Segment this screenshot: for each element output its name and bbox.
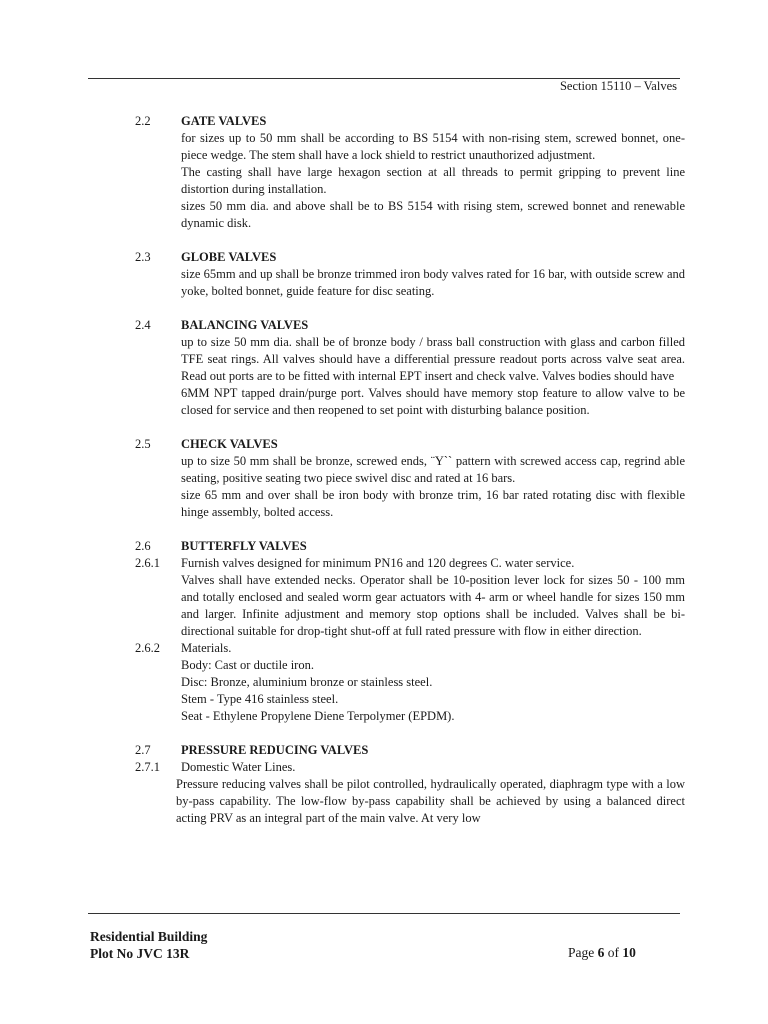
paragraph: Domestic Water Lines. [181, 760, 296, 774]
paragraph: The casting shall have large hexagon section at all threads to permit gripping to prevent line distortion during installation. [181, 165, 685, 196]
paragraph: size 65mm and up shall be bronze trimmed iron body valves rated for 16 bar, with outside screw and yoke, bolted bonnet, guide feature for disc seating. [181, 267, 685, 298]
paragraph: up to size 50 mm shall be bronze, screwed ends, ¨Y`` pattern with screwed access cap, regrind able seating, positive seating two piece swivel disc and rated at 16 bars. [181, 454, 685, 485]
paragraph: Valves shall have extended necks. Operator shall be 10-position lever lock for sizes 50 - 100 mm and totally enclosed and sealed worm gear actuators with 4- arm or wheel handle for sizes 150 mm and larger. Infinite adjustment and memory stop options shall be included. Valves shall be bi-directional suitable for drop-tight shut-off at full rated pressure with flow in either direction. [181, 573, 685, 638]
section-number: 2.4 [135, 318, 151, 332]
section-title: BALANCING VALVES [181, 318, 309, 332]
section-check-valves [0, 436, 768, 521]
subsection-2-6-2 [0, 640, 768, 725]
page-current: 6 [597, 945, 605, 960]
subsection-number: 2.7.1 [135, 760, 160, 774]
paragraph: 6MM NPT tapped drain/purge port. Valves should have memory stop feature to allow valve to be closed for service and then reopened to set point with disturbing balance position. [181, 386, 685, 417]
section-title: CHECK VALVES [181, 437, 278, 451]
section-number: 2.7 [135, 743, 151, 757]
section-globe-valves [0, 249, 768, 300]
page-total: 10 [622, 945, 636, 960]
materials-heading: Materials. [181, 641, 232, 655]
paragraph: Furnish valves designed for minimum PN16 and 120 degrees C. water service. [181, 556, 575, 570]
paragraph: sizes 50 mm dia. and above shall be to BS 5154 with rising stem, screwed bonnet and renewable dynamic disk. [181, 199, 685, 230]
paragraph: up to size 50 mm dia. shall be of bronze body / brass ball construction with glass and carbon filled TFE seat rings. All valves should have a differential pressure readout ports across valve seat area. Read out ports are to be fitted with internal EPT insert and check valve. Valves bodies should have [181, 335, 685, 383]
footer-plot-number: Plot No JVC 13R [90, 946, 190, 961]
section-number: 2.6 [135, 539, 151, 553]
section-pressure-reducing-valves [0, 742, 768, 827]
section-title: BUTTERFLY VALVES [181, 539, 307, 553]
document-body [0, 113, 768, 827]
material-line: Body: Cast or ductile iron. [181, 658, 314, 672]
section-gate-valves [0, 113, 768, 232]
material-line: Seat - Ethylene Propylene Diene Terpolymer (EPDM). [181, 709, 455, 723]
page-label: Page [568, 945, 595, 960]
page-number [568, 945, 636, 961]
section-title: GLOBE VALVES [181, 250, 277, 264]
section-number: 2.3 [135, 250, 151, 264]
footer-project [90, 928, 207, 962]
footer-project-name: Residential Building [90, 929, 208, 944]
page-of-label: of [607, 945, 619, 960]
section-balancing-valves [0, 317, 768, 419]
material-line: Disc: Bronze, aluminium bronze or stainless steel. [181, 675, 433, 689]
subsection-number: 2.6.2 [135, 641, 160, 655]
paragraph: Pressure reducing valves shall be pilot controlled, hydraulically operated, diaphragm type with a low by-pass capability. The low-flow by-pass capability shall be achieved by using a balanced direct acting PRV as an integral part of the main valve. At very low [176, 777, 685, 825]
paragraph: size 65 mm and over shall be iron body with bronze trim, 16 bar rated rotating disc with flexible hinge assembly, bolted access. [181, 488, 685, 519]
subsection-2-6-1 [0, 555, 768, 640]
section-butterfly-valves [0, 538, 768, 725]
footer-rule [88, 913, 680, 914]
section-number: 2.2 [135, 114, 151, 128]
section-title: GATE VALVES [181, 114, 267, 128]
paragraph: for sizes up to 50 mm shall be according to BS 5154 with non-rising stem, screwed bonnet, one-piece wedge. The stem shall have a lock shield to restrict unauthorized adjustment. [181, 131, 685, 162]
subsection-number: 2.6.1 [135, 556, 160, 570]
subsection-2-7-1 [0, 759, 768, 776]
material-line: Stem - Type 416 stainless steel. [181, 692, 339, 706]
section-title: PRESSURE REDUCING VALVES [181, 743, 369, 757]
section-header: Section 15110 – Valves [559, 79, 677, 93]
section-number: 2.5 [135, 437, 151, 451]
